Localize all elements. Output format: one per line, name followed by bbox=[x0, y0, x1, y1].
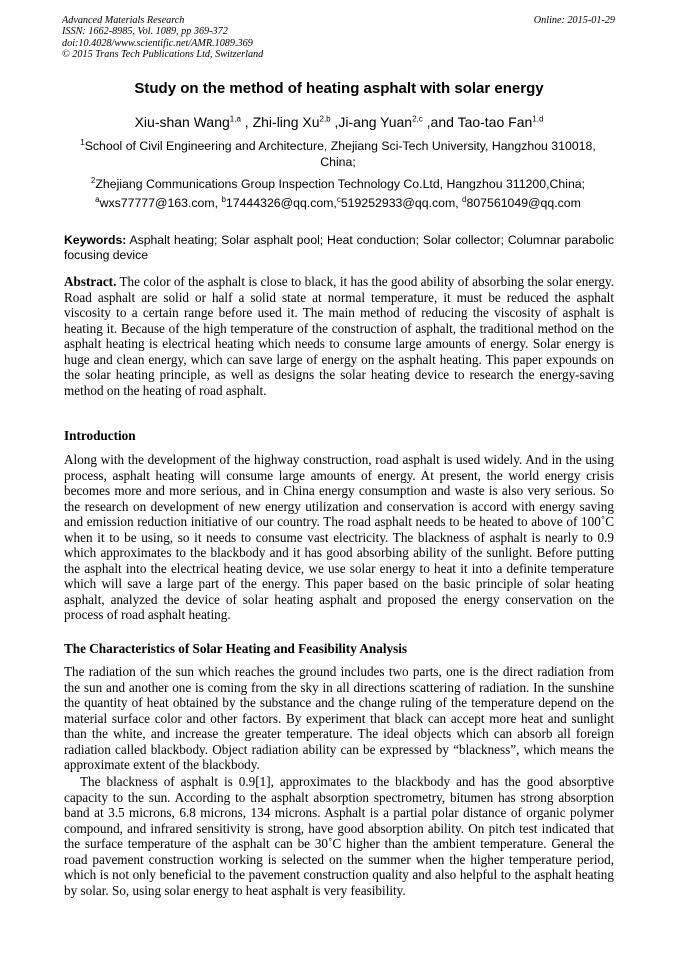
keywords-text: Asphalt heating; Solar asphalt pool; Heat conduction; Solar collector; Columnar parabolic focusing device bbox=[64, 233, 614, 263]
author-name: Tao-tao Fan bbox=[457, 114, 533, 130]
journal-name: Advanced Materials Research bbox=[62, 15, 185, 26]
email-address[interactable]: wxs77777@163.com, bbox=[99, 196, 222, 210]
author-separator: ,and bbox=[422, 114, 458, 130]
email-address[interactable]: 17444326@qq.com, bbox=[225, 196, 337, 210]
author-superscript: 2,b bbox=[319, 114, 331, 124]
section-heading: Introduction bbox=[64, 428, 136, 443]
email-list bbox=[62, 196, 614, 210]
abstract-label: Abstract. bbox=[64, 274, 117, 289]
author-superscript: 1,a bbox=[229, 114, 241, 124]
doi-line: doi:10.4028/www.scientific.net/AMR.1089.369 bbox=[62, 37, 253, 49]
affiliation-text: Zhejiang Communications Group Inspection Technology Co.Ltd, Hangzhou 311200,China; bbox=[95, 177, 586, 191]
body-paragraph: Along with the development of the highway construction, road asphalt is used widely. And in the using process, asphalt heating will consume large amounts of energy. At present, the world energy crisis becomes more and more serious, and in China energy consumption and waste is also very serious. So the research on development of new energy utilization and conservation is accord with energy saving and emission reduction initiative of our country. The road asphalt needs to be heated to above of 100˚C when it to be using, so it needs to consume vast electricity. The blackness of asphalt is nearly to 0.9 which approximates to the blackbody and it has good absorbing ability of the sunlight. Before putting the asphalt into the electrical heating device, we use solar energy to heat it into a definite temperature which will save a large part of the energy. This paper based on the basic principle of solar heating asphalt, analyzed the device of solar heating asphalt and proposed the energy conservation on the process of road asphalt heating. bbox=[64, 452, 614, 622]
affiliation-1 bbox=[62, 138, 614, 170]
body-paragraph: The blackness of asphalt is 0.9[1], approximates to the blackbody and has the good absorptive capacity to the sun. According to the asphalt absorption spectrometry, bitumen has strong absorption band at 3.5 microns, 6.8 microns, 134 microns. Asphalt is a partial polar distance of organic polymer compound, and infrared sensitivity is strong, have good absorption ability. On pitch test indicated that the surface temperature of the asphalt can be 30˚C higher than the ambient temperature. General the road pavement construction working is selected on the summer when the higher temperature period, which is not only beneficial to the pavement construction quality and also helpful to the asphalt heating by solar. So, using solar energy to heat asphalt is very feasibility. bbox=[64, 774, 614, 898]
keywords-block bbox=[64, 233, 614, 264]
affiliation-text: School of Civil Engineering and Architecture, Zhejiang Sci-Tech University, Hangzhou 310018, China; bbox=[84, 139, 596, 169]
keywords-label: Keywords: bbox=[64, 233, 127, 247]
affiliation-2 bbox=[62, 176, 614, 192]
email-superscript: a bbox=[95, 194, 100, 204]
email-address[interactable]: 519252933@qq.com, bbox=[340, 196, 463, 210]
author-name: Xiu-shan Wang bbox=[134, 114, 230, 130]
email-address[interactable]: 807561049@qq.com bbox=[466, 196, 581, 210]
journal-header bbox=[62, 15, 263, 60]
abstract-text: The color of the asphalt is close to black, it has the good ability of absorbing the solar energy. Road asphalt are solid or half a solid state at normal temperature, it must be reduced the asphalt viscosity to a certain range before used it. The main method of reducing the viscosity of asphalt is heating it. Because of the high temperature of the construction of asphalt, the traditional method on the asphalt heating is electrical heating which needs to consume large amounts of energy. Solar energy is huge and clean energy, which can save large of energy on the asphalt heating. This paper expounds on the solar heating principle, as well as designs the solar heating device to research the energy-saving method on the heating of road asphalt. bbox=[64, 274, 614, 398]
copyright-line: © 2015 Trans Tech Publications Ltd, Switzerland bbox=[62, 48, 264, 60]
author-list bbox=[0, 114, 678, 130]
section-heading: The Characteristics of Solar Heating and Feasibility Analysis bbox=[64, 641, 408, 656]
abstract-paragraph bbox=[64, 274, 614, 398]
author-separator: , bbox=[240, 114, 253, 130]
author-name: Zhi-ling Xu bbox=[252, 114, 320, 130]
author-name: Ji-ang Yuan bbox=[338, 114, 413, 130]
email-superscript: d bbox=[462, 194, 467, 204]
email-superscript: c bbox=[336, 194, 341, 204]
body-paragraph: The radiation of the sun which reaches the ground includes two parts, one is the direct radiation from the sun and another one is coming from the sky in all directions scattering of radiation. In the sunshine the quantity of heat obtained by the substance and the change ruling of the temperature depend on the material surface color and other factors. By experiment that black can accept more heat and sunlight than the white, and increase the greater temperature. The ideal objects which can absorb all foreign radiation called blackbody. Object radiation ability can be expressed by “blackness”, which means the approximate extent of the blackbody. bbox=[64, 664, 614, 772]
paper-title: Study on the method of heating asphalt with solar energy bbox=[134, 80, 544, 97]
online-date: Online: 2015-01-29 bbox=[533, 15, 615, 26]
author-separator: , bbox=[330, 114, 339, 130]
affiliation-superscript: 2 bbox=[90, 175, 96, 185]
email-superscript: b bbox=[221, 194, 226, 204]
affiliation-superscript: 1 bbox=[80, 137, 85, 147]
issn-line: ISSN: 1662-8985, Vol. 1089, pp 369-372 bbox=[62, 26, 228, 38]
author-superscript: 2,c bbox=[412, 114, 423, 124]
author-superscript: 1,d bbox=[532, 114, 544, 124]
